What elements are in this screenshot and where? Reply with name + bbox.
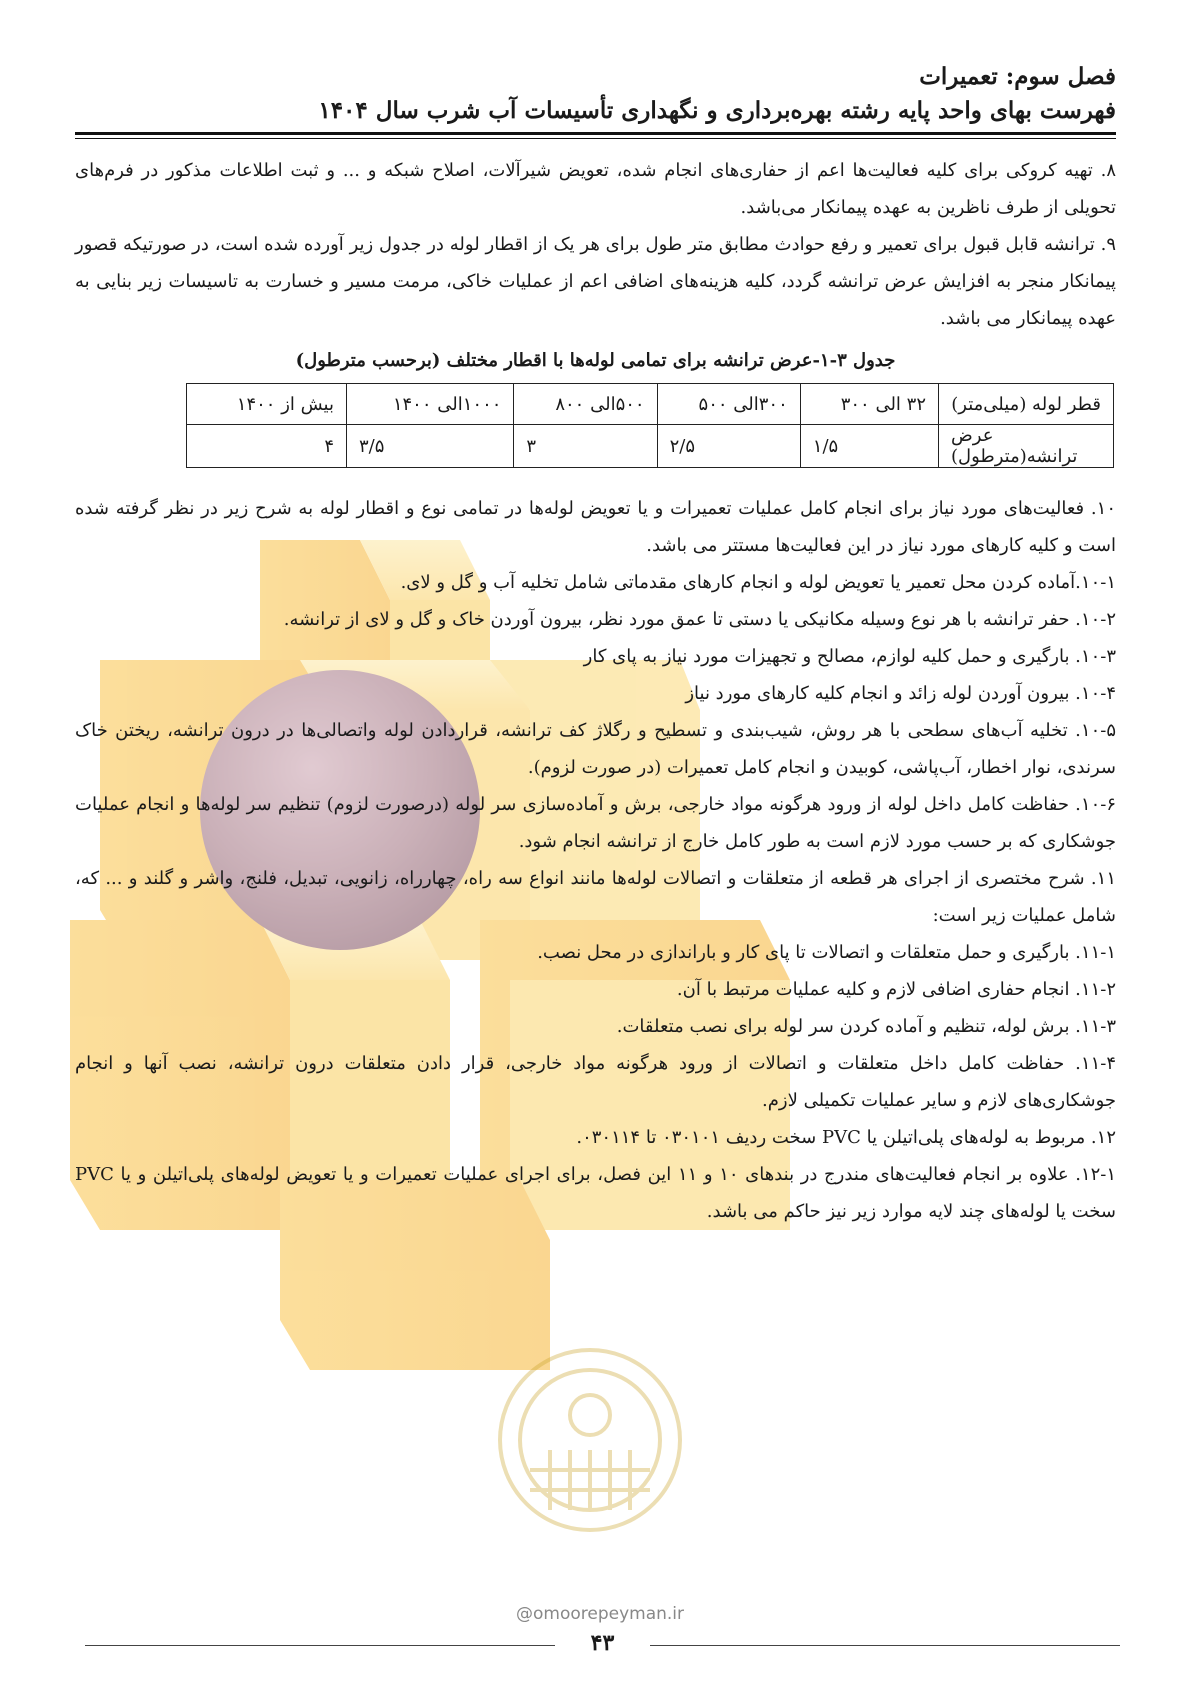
table-cell: عرض ترانشه(مترطول) (939, 425, 1114, 468)
paragraph-item-12-1: ۱۲-۱. علاوه بر انجام فعالیت‌های مندرج در بندهای ۱۰ و ۱۱ این فصل، برای اجرای عملیات تعمیرات و یا تعویض لوله‌های پلی‌اتیلن و یا PVC سخت یا لوله‌های چند لایه موارد زیر نیز حاکم می باشد. (75, 1164, 1117, 1222)
table-cell: بیش از ۱۴۰۰ (187, 384, 347, 425)
website-watermark: @omoorepeyman.ir (515, 1604, 685, 1624)
header-rule-thin (75, 138, 1116, 139)
table-cell: ۳۰۰الی ۵۰۰ (657, 384, 800, 425)
paragraph-item-10-3: ۱۰-۳. بارگیری و حمل کلیه لوازم، مصالح و تجهیزات مورد نیاز به پای کار (583, 646, 1116, 667)
table-row (187, 425, 1114, 468)
paragraph-item-10-1: ۱۰-۱.آماده کردن محل تعمیر یا تعویض لوله و انجام کارهای مقدماتی شامل تخلیه آب و گل و لای. (400, 572, 1116, 593)
paragraph-item-10-4: ۱۰-۴. بیرون آوردن لوله زائد و انجام کلیه کارهای مورد نیاز (685, 683, 1116, 704)
table-cell: ۵۰۰الی ۸۰۰ (514, 384, 657, 425)
trench-table-wrapper (75, 383, 1116, 468)
paragraph-item-11-4: ۱۱-۴. حفاظت کامل داخل متعلقات و اتصالات از ورود هرگونه مواد خارجی، قرار دادن متعلقات درون ترانشه، نصب آنها و انجام جوشکاری‌های لازم و سایر عملیات تکمیلی لازم. (75, 1053, 1116, 1111)
table-cell: ۱/۵ (800, 425, 938, 468)
page-number: ۴۳ (590, 1630, 615, 1656)
table-row (187, 384, 1114, 425)
paragraph-item-11-3: ۱۱-۳. برش لوله، تنظیم و آماده کردن سر لوله برای نصب متعلقات. (616, 1016, 1116, 1037)
table-cell: ۳/۵ (347, 425, 514, 468)
table-cell: ۱۰۰۰الی ۱۴۰۰ (347, 384, 514, 425)
paragraph-item-11-1: ۱۱-۱. بارگیری و حمل متعلقات و اتصالات تا پای کار و باراندازی در محل نصب. (537, 942, 1116, 963)
stamp-seal (490, 1340, 690, 1540)
table-cell: قطر لوله (میلی‌متر) (939, 384, 1114, 425)
table-cell: ۴ (187, 425, 347, 468)
paragraph-item-10-2: ۱۰-۲. حفر ترانشه با هر نوع وسیله مکانیکی یا دستی تا عمق مورد نظر، بیرون آوردن خاک و گل و لای از ترانشه. (283, 609, 1116, 630)
footer-rule-right (650, 1645, 1120, 1646)
footer-rule-left (85, 1645, 555, 1646)
paragraph-item-12: ۱۲. مربوط به لوله‌های پلی‌اتیلن یا PVC سخت ردیف ۰۳۰۱۰۱ تا ۰۳۰۱۱۴. (576, 1127, 1116, 1148)
chapter-title: فصل سوم: تعمیرات (919, 63, 1116, 90)
table-cell: ۲/۵ (657, 425, 800, 468)
table-cell: ۳ (514, 425, 657, 468)
paragraph-item-11-2: ۱۱-۲. انجام حفاری اضافی لازم و کلیه عملیات مرتبط با آن. (676, 979, 1116, 1000)
table-cell: ۳۲ الی ۳۰۰ (800, 384, 938, 425)
table-caption: جدول ۳-۱-عرض ترانشه برای تمامی لوله‌ها با اقطار مختلف (برحسب مترطول) (295, 350, 896, 371)
paragraph-item-8: ۸. تهیه کروکی برای کلیه فعالیت‌ها اعم از حفاری‌های انجام شده، تعویض شیرآلات، اصلاح شبکه و ... و ثبت اطلاعات مذکور در فرم‌های تحویلی از طرف ناظرین به عهده پیمانکار می‌باشد. (75, 160, 1116, 218)
document-title: فهرست بهای واحد پایه رشته بهره‌برداری و نگهداری تأسیسات آب شرب سال ۱۴۰۴ (318, 97, 1116, 124)
header-rule-thick (75, 132, 1116, 135)
paragraph-item-10-5: ۱۰-۵. تخلیه آب‌های سطحی با هر روش، شیب‌بندی و تسطیح و رگلاژ کف ترانشه، قراردادن لوله واتصالی‌ها در درون ترانشه، ریختن خاک سرندی، نوار اخطار، آب‌پاشی، کوبیدن و انجام کامل تعمیرات (در صورت لزوم). (75, 720, 1116, 778)
page-body (75, 152, 1116, 1230)
trench-width-table (186, 383, 1114, 468)
page-header (75, 60, 1116, 128)
paragraph-item-9: ۹. ترانشه قابل قبول برای تعمیر و رفع حوادث مطابق متر طول برای هر یک از اقطار لوله در جدول زیر آورده شده است، در صورتیکه قصور پیمانکار منجر به افزایش عرض ترانشه گردد، کلیه هزینه‌های اضافی اعم از عملیات خاکی، مرمت مسیر و خسارت به تاسیسات زیر بنایی به عهده پیمانکار می باشد. (75, 234, 1116, 329)
paragraph-item-10-6: ۱۰-۶. حفاظت کامل داخل لوله از ورود هرگونه مواد خارجی، برش و آماده‌سازی سر لوله (درصورت لزوم) تنظیم سر لوله‌ها و انجام عملیات جوشکاری که بر حسب مورد لازم است به طور کامل خارج از ترانشه انجام شود. (75, 794, 1116, 852)
paragraph-item-10: ۱۰. فعالیت‌های مورد نیاز برای انجام کامل عملیات تعمیرات و یا تعویض لوله‌ها در تمامی نوع و اقطار لوله به شرح زیر در نظر گرفته شده است و کلیه کارهای مورد نیاز در این فعالیت‌ها مستتر می باشد. (75, 498, 1116, 556)
paragraph-item-11: ۱۱. شرح مختصری از اجرای هر قطعه از متعلقات و اتصالات لوله‌ها مانند انواع سه راه، چهارراه، زانویی، تبدیل، فلنج، واشر و گلند و ... که، شامل عملیات زیر است: (75, 868, 1116, 926)
